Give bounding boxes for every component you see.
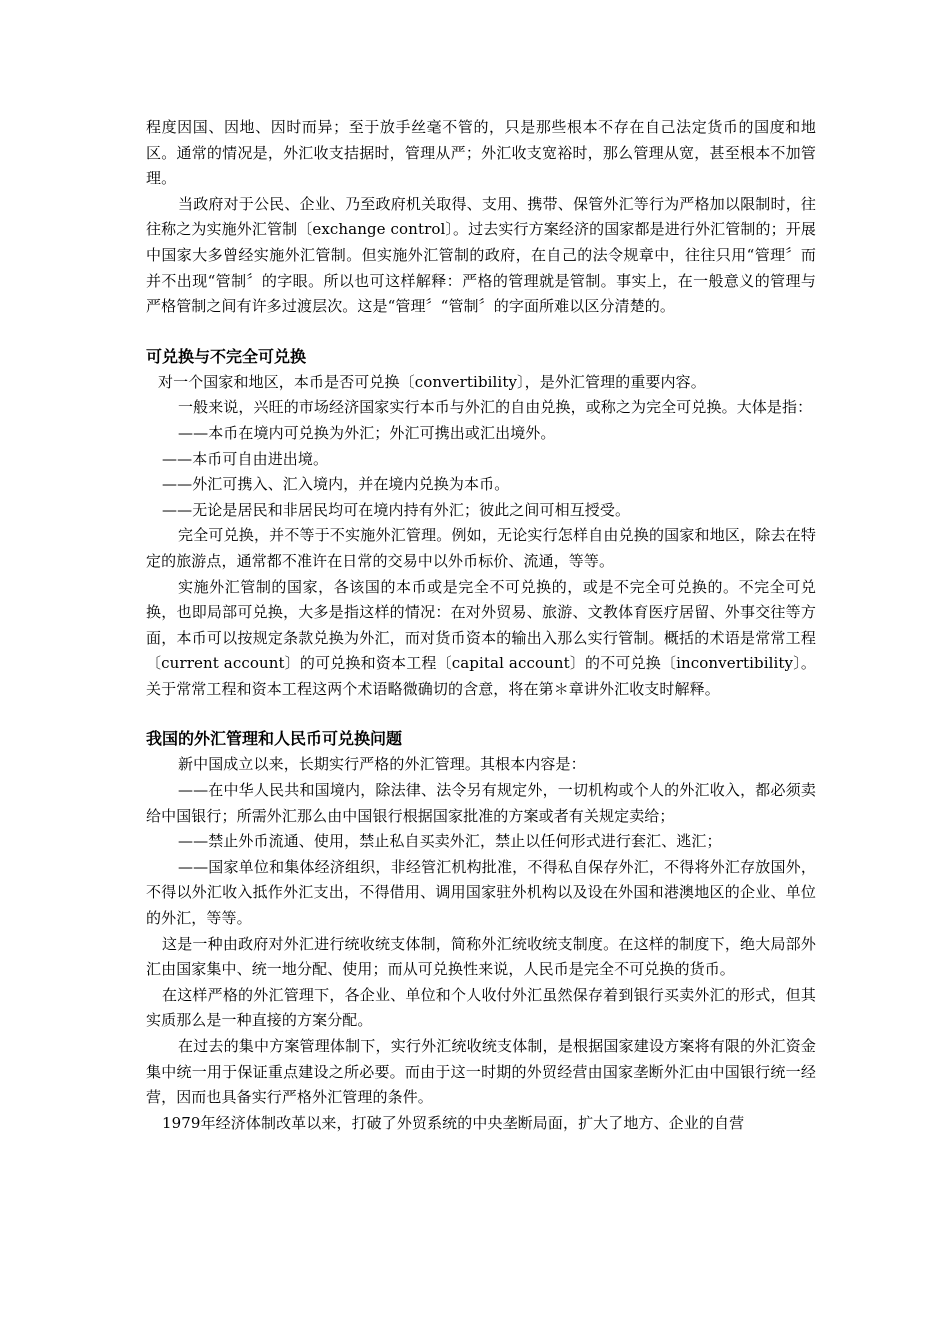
paragraph: 当政府对于公民、企业、乃至政府机关取得、支用、携带、保管外汇等行为严格加以限制时，往往称之为实施外汇管制〔exchange control〕。过去实行方案经济的国家都是进行外汇管制的；开展中国家大多曾经实施外汇管制。但实施外汇管制的政府，在自己的法令规章中，往往只用“管理〞而并不出现“管制〞的字眼。所以也可这样解释：严格的管理就是管制。事实上，在一般意义的管理与严格管制之间有许多过渡层次。这是“管理〞“管制〞的字面所难以区分清楚的。 [146,194,816,316]
list-item: ——无论是居民和非居民均可在境内持有外汇；彼此之间可相互授受。 [162,500,631,519]
section-gap [146,320,816,344]
list-item: ——本币在境内可兑换为外汇；外汇可携出或汇出境外。 [178,423,556,442]
section-heading: 我国的外汇管理和人民币可兑换问题 [146,729,403,749]
paragraph: 在过去的集中方案管理体制下，实行外汇统收统支体制，是根据国家建设方案将有限的外汇资金集中统一用于保证重点建设之所必要。而由于这一时期的外贸经营由国家垄断外汇由中国银行统一经营，因而也具备实行严格外汇管理的条件。 [146,1037,816,1107]
list-item: ——禁止外币流通、使用，禁止私自买卖外汇，禁止以任何形式进行套汇、逃汇； [178,832,722,851]
paragraph: 对一个国家和地区，本币是否可兑换〔convertibility〕，是外汇管理的重要内容。 [158,372,706,391]
section-heading: 可兑换与不完全可兑换 [146,346,307,366]
paragraph: 1979年经济体制改革以来，打破了外贸系统的中央垄断局面，扩大了地方、企业的自营 [162,1113,745,1132]
list-item: ——国家单位和集体经济组织，非经管汇机构批准，不得私自保存外汇，不得将外汇存放国外，不得以外汇收入抵作外汇支出，不得借用、调用国家驻外机构以及设在外国和港澳地区的企业、单位的外汇，等等。 [146,857,816,928]
list-item: ——本币可自由进出境。 [162,449,329,468]
paragraph: 实施外汇管制的国家，各该国的本币或是完全不可兑换的，或是不完全可兑换的。不完全可兑换，也即局部可兑换，大多是指这样的情况：在对外贸易、旅游、文教体育医疗居留、外事交往等方面，本币可以按规定条款兑换为外汇，而对货币资本的输出入那么实行管制。概括的术语是常常工程〔current account〕的可兑换和资本工程〔capital account〕的不可兑换〔inconvertibility〕。关于常常工程和资本工程这两个术语略微确切的含意，将在第＊章讲外汇收支时解释。 [146,577,816,698]
paragraph: 程度因国、因地、因时而异；至于放手丝毫不管的，只是那些根本不存在自己法定货币的国度和地区。通常的情况是，外汇收支拮据时，管理从严；外汇收支宽裕时，那么管理从宽，甚至根本不加管理。 [146,118,816,188]
section-gap [146,702,816,726]
paragraph: 新中国成立以来，长期实行严格的外汇管理。其根本内容是： [178,755,586,774]
paragraph: 一般来说，兴旺的市场经济国家实行本币与外汇的自由兑换，或称之为完全可兑换。大体是指： [178,398,813,417]
document-page [146,115,816,1136]
list-item: ——在中华人民共和国境内，除法律、法令另有规定外，一切机构或个人的外汇收入，都必须卖给中国银行；所需外汇那么由中国银行根据国家批准的方案或者有关规定卖给； [146,781,816,825]
paragraph: 完全可兑换，并不等于不实施外汇管理。例如，无论实行怎样自由兑换的国家和地区，除去在特定的旅游点，通常都不准许在日常的交易中以外币标价、流通，等等。 [146,526,816,570]
paragraph: 这是一种由政府对外汇进行统收统支体制，简称外汇统收统支制度。在这样的制度下，绝大局部外汇由国家集中、统一地分配、使用；而从可兑换性来说，人民币是完全不可兑换的货币。 [146,934,816,979]
list-item: ——外汇可携入、汇入境内，并在境内兑换为本币。 [162,475,510,494]
paragraph: 在这样严格的外汇管理下，各企业、单位和个人收付外汇虽然保存着到银行买卖外汇的形式，但其实质那么是一种直接的方案分配。 [146,985,816,1030]
